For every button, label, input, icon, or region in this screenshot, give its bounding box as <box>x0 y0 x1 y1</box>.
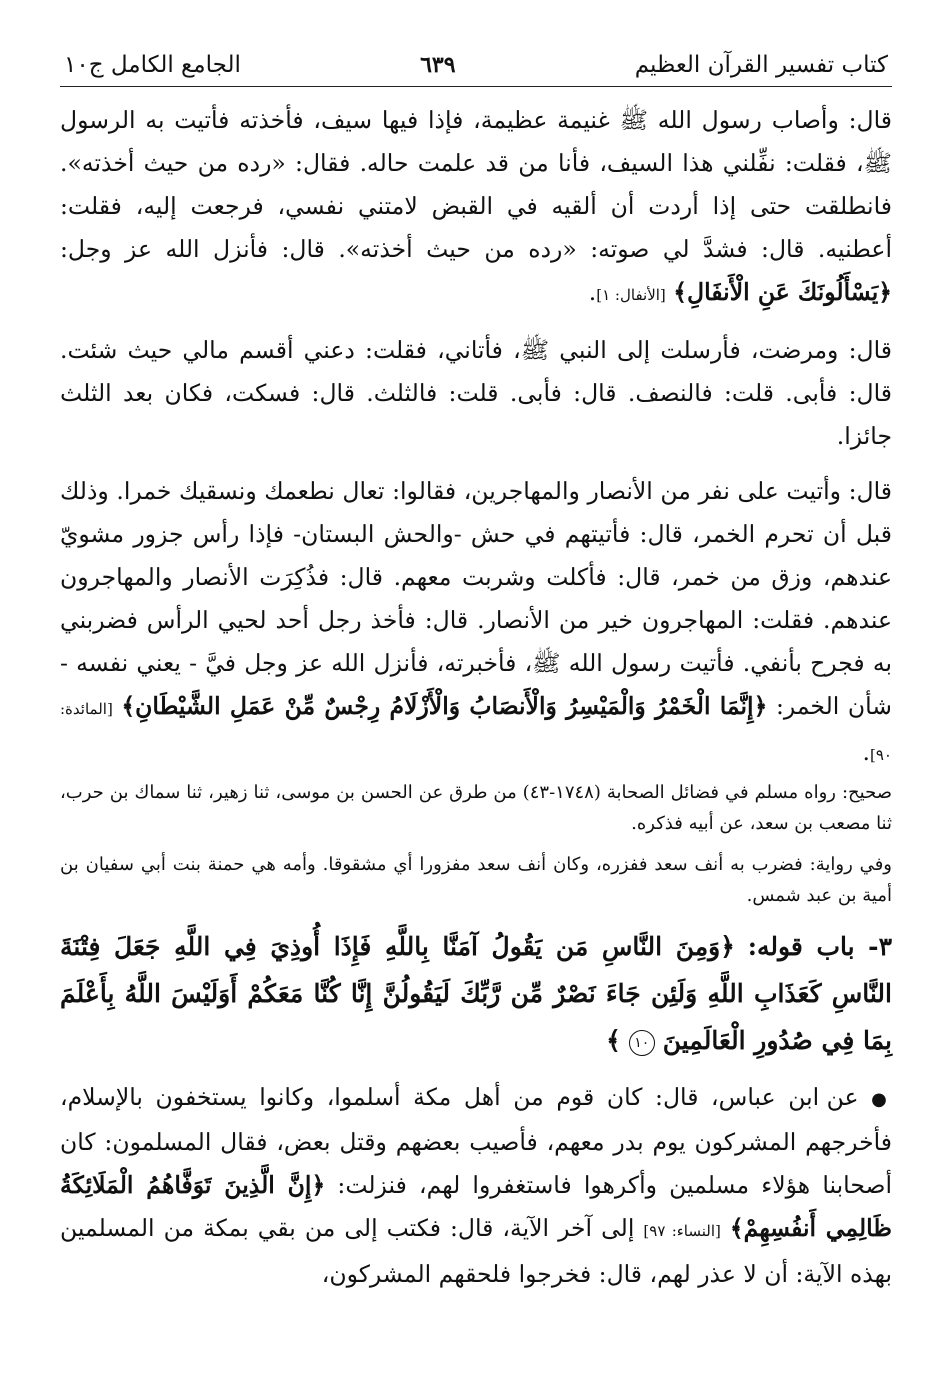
header-book-title: كتاب تفسير القرآن العظيم <box>634 52 888 78</box>
page-number: ٦٣٩ <box>420 52 456 78</box>
paragraph-1 <box>60 99 892 317</box>
paragraph-4 <box>60 1076 892 1296</box>
quran-quote: ﴿إِنَّ الَّذِينَ تَوَفَّاهُمُ الْمَلَائِكَةُ ظَالِمِي أَنفُسِهِمْ﴾ <box>60 1171 892 1242</box>
paragraph-text: قال: وأتيت على نفر من الأنصار والمهاجرين، فقالوا: تعال نطعمك ونسقيك خمرا. وذلك قبل أن تحرم الخمر، قال: فأتيتهم في حش -والحش البستان- فإذا رأس جزور مشويّ عندهم، وزق من خمر، قال: فأكلت وشربت معهم. قال: فذُكِرَت الأنصار والمهاجرون عندهم. فقلت: المهاجرون خير من الأنصار. قال: فأخذ رجل أحد لحيي الرأس فضربني به فجرح بأنفي. فأتيت رسول الله ﷺ، فأخبرته، فأنزل الله عز وجل فيَّ - يعني نفسه - شأن الخمر: <box>60 477 892 720</box>
chapter-verse: ﴿وَمِنَ النَّاسِ مَن يَقُولُ آمَنَّا بِاللَّهِ فَإِذَا أُوذِيَ فِي اللَّهِ جَعَلَ فِتْنَةَ النَّاسِ كَعَذَابِ اللَّهِ وَلَئِن جَاءَ نَصْرٌ مِّن رَّبِّكَ لَيَقُولُنَّ إِنَّا كُنَّا مَعَكُمْ أَوَلَيْسَ اللَّهُ بِأَعْلَمَ بِمَا فِي صُدُورِ الْعَالَمِينَ <box>60 932 892 1055</box>
paragraph-3 <box>60 470 892 777</box>
book-page <box>60 52 892 1296</box>
paragraph-text: قال: وأصاب رسول الله ﷺ غنيمة عظيمة، فإذا فيها سيف، فأخذته فأتيت به الرسول ﷺ، فقلت: نفِّلني هذا السيف، فأنا من قد علمت حاله. فقال: «رده من حيث أخذته». فانطلقت حتى إذا أردت أن ألقيه في القبض لامتني نفسي، فرجعت إليه، فقلت: أعطنيه. قال: فشدَّ لي صوته: «رده من حيث أخذته». قال: فأنزل الله عز وجل: <box>60 106 892 263</box>
quran-quote: ﴿إِنَّمَا الْخَمْرُ وَالْمَيْسِرُ وَالْأَنصَابُ وَالْأَزْلَامُ رِجْسٌ مِّنْ عَمَلِ الشَّيْطَانِ﴾ <box>121 692 768 720</box>
chapter-title: ٣- باب قوله: <box>747 932 892 961</box>
verse-number-badge: ١٠ <box>629 1030 655 1056</box>
footnote-narration: وفي رواية: فضرب به أنف سعد ففزره، وكان أنف سعد مفزورا أي مشقوقا. وأمه هي حمنة بنت أبي سفيان بن أمية بن عبد شمس. <box>60 854 892 906</box>
header-volume-title: الجامع الكامل ج١٠ <box>64 52 241 78</box>
verse-reference: [المائدة: ٩٠] <box>60 700 892 764</box>
paragraph-text: قال: ومرضت، فأرسلت إلى النبي ﷺ، فأتاني، فقلت: دعني أقسم مالي حيث شئت. قال: فأبى. قلت: فالنصف. قال: فأبى. قلت: فالثلث. قال: فسكت، فكان بعد الثلث جائزا. <box>60 336 892 450</box>
page-header <box>60 52 892 87</box>
quran-quote: ﴿يَسْأَلُونَكَ عَنِ الْأَنفَالِ﴾ <box>673 278 892 306</box>
paragraph-text: عن ابن عباس، قال: كان قوم من أهل مكة أسلموا، وكانوا يستخفون بالإسلام، فأخرجهم المشركون يوم بدر معهم، فأصيب بعضهم وقتل بعض، فقال المسلمون: كان أصحابنا هؤلاء مسلمين وأكرهوا فاستغفروا لهم، فنزلت: <box>60 1083 892 1199</box>
paragraph-2 <box>60 329 892 458</box>
paragraph-continuation: إلى آخر الآية، قال: فكتب إلى من بقي بمكة من المسلمين بهذه الآية: أن لا عذر لهم، قال: فخرجوا فلحقهم المشركون، <box>60 1214 892 1288</box>
bullet-icon: ● <box>871 1089 892 1110</box>
paragraph-end: . <box>588 278 597 306</box>
footnote-authentication: صحيح: رواه مسلم في فضائل الصحابة (١٧٤٨-٤٣) من طرق عن الحسن بن موسى، ثنا زهير، ثنا سماك بن حرب، ثنا مصعب بن سعد، عن أبيه فذكره. <box>60 782 892 834</box>
verse-close-bracket: ﴾ <box>606 1026 621 1055</box>
paragraph-end: . <box>862 738 871 766</box>
verse-reference: [النساء: ٩٧] <box>643 1222 721 1240</box>
chapter-heading <box>60 923 892 1064</box>
verse-reference: [الأنفال: ١] <box>596 286 666 304</box>
